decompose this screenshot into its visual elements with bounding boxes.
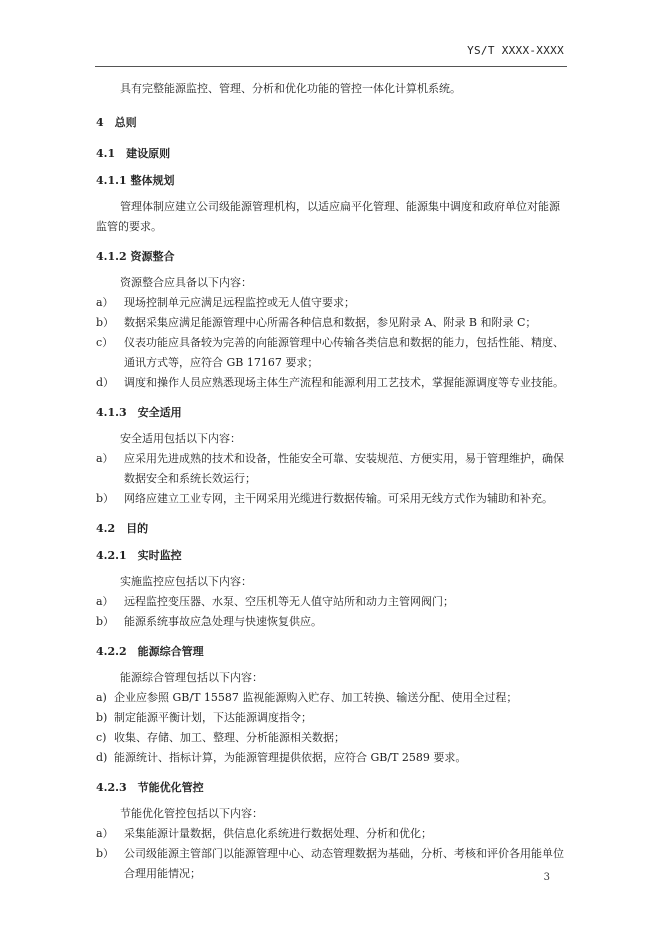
list-text: 网络应建立工业专网，主干网采用光缆进行数据传输。可采用无线方式作为辅助和补充。 — [124, 492, 553, 505]
heading-4-1-3: 4.1.3 安全适用 — [96, 406, 182, 419]
list-marker: b） — [96, 316, 115, 329]
list-item — [96, 592, 570, 612]
paragraph-4-1-1: 管理体制应建立公司级能源管理机构，以适应扁平化管理、能源集中调度和政府单位对能源监管的要求。 — [96, 200, 560, 233]
heading-4-2-2: 4.2.2 能源综合管理 — [96, 645, 204, 658]
list-marker: a） — [96, 827, 114, 840]
intro-4-2-2: 能源综合管理包括以下内容： — [120, 671, 263, 684]
list-item — [96, 708, 570, 728]
heading-4-2-1: 4.2.1 实时监控 — [96, 549, 182, 562]
list-item — [96, 293, 570, 313]
list-item — [96, 728, 570, 748]
document-body — [96, 79, 570, 884]
intro-paragraph: 具有完整能源监控、管理、分析和优化功能的管控一体化计算机系统。 — [120, 82, 461, 95]
list-item — [96, 748, 570, 768]
list-text: 制定能源平衡计划，下达能源调度指令； — [114, 711, 312, 724]
list-marker: a） — [96, 452, 114, 465]
list-marker: c） — [96, 336, 114, 349]
list-marker: b) — [96, 711, 108, 724]
list-text: 公司级能源主管部门以能源管理中心、动态管理数据为基础，分析、考核和评价各用能单位合理用能情况； — [124, 847, 564, 880]
list-text: 企业应参照 GB/T 15587 监视能源购入贮存、加工转换、输送分配、使用全过程； — [114, 691, 518, 704]
list-item — [96, 612, 570, 632]
heading-4-1: 4.1 建设原则 — [96, 147, 171, 160]
list-text: 收集、存储、加工、整理、分析能源相关数据； — [114, 731, 345, 744]
list-text: 能源统计、指标计算，为能源管理提供依据，应符合 GB/T 2589 要求。 — [114, 751, 467, 764]
list-item — [96, 844, 570, 884]
list-4-2-1 — [96, 592, 570, 632]
intro-4-2-1: 实施监控应包括以下内容： — [120, 575, 252, 588]
list-text: 调度和操作人员应熟悉现场主体生产流程和能源利用工艺技术，掌握能源调度等专业技能。 — [124, 376, 564, 389]
list-marker: a） — [96, 296, 114, 309]
heading-4: 4 总则 — [96, 116, 137, 129]
header-divider — [95, 66, 567, 67]
heading-4-1-2: 4.1.2 资源整合 — [96, 250, 175, 263]
list-4-2-2 — [96, 688, 570, 768]
list-marker: c) — [96, 731, 107, 744]
heading-4-1-1: 4.1.1 整体规划 — [96, 174, 175, 187]
list-item — [96, 824, 570, 844]
list-marker: a） — [96, 595, 114, 608]
list-item — [96, 449, 570, 489]
list-item — [96, 688, 570, 708]
intro-4-2-3: 节能优化管控包括以下内容： — [120, 807, 263, 820]
list-marker: d） — [96, 376, 115, 389]
list-marker: d) — [96, 751, 108, 764]
list-4-2-3 — [96, 824, 570, 884]
list-marker: a) — [96, 691, 107, 704]
list-marker: b） — [96, 615, 115, 628]
list-text: 远程监控变压器、水泵、空压机等无人值守站所和动力主管网阀门； — [124, 595, 454, 608]
intro-4-1-3: 安全适用包括以下内容： — [120, 432, 241, 445]
list-text: 现场控制单元应满足远程监控或无人值守要求； — [124, 296, 355, 309]
list-text: 数据采集应满足能源管理中心所需各种信息和数据，参见附录 A、附录 B 和附录 C； — [124, 316, 537, 329]
intro-4-1-2: 资源整合应具备以下内容： — [120, 276, 252, 289]
list-item — [96, 373, 570, 393]
list-text: 仪表功能应具备较为完善的向能源管理中心传输各类信息和数据的能力，包括性能、精度、通讯方式等，应符合 GB 17167 要求； — [124, 336, 564, 369]
list-text: 采集能源计量数据，供信息化系统进行数据处理、分析和优化； — [124, 827, 432, 840]
heading-4-2-3: 4.2.3 节能优化管控 — [96, 781, 204, 794]
list-item — [96, 333, 570, 373]
list-item — [96, 313, 570, 333]
list-text: 应采用先进成熟的技术和设备，性能安全可靠、安装规范、方便实用，易于管理维护，确保数据安全和系统长效运行； — [124, 452, 564, 485]
page-number: 3 — [543, 872, 550, 883]
list-marker: b） — [96, 492, 115, 505]
list-text: 能源系统事故应急处理与快速恢复供应。 — [124, 615, 322, 628]
heading-4-2: 4.2 目的 — [96, 522, 149, 535]
list-4-1-2 — [96, 293, 570, 393]
list-4-1-3 — [96, 449, 570, 509]
list-marker: b） — [96, 847, 115, 860]
list-item — [96, 489, 570, 509]
standard-code: YS/T XXXX-XXXX — [467, 44, 564, 57]
